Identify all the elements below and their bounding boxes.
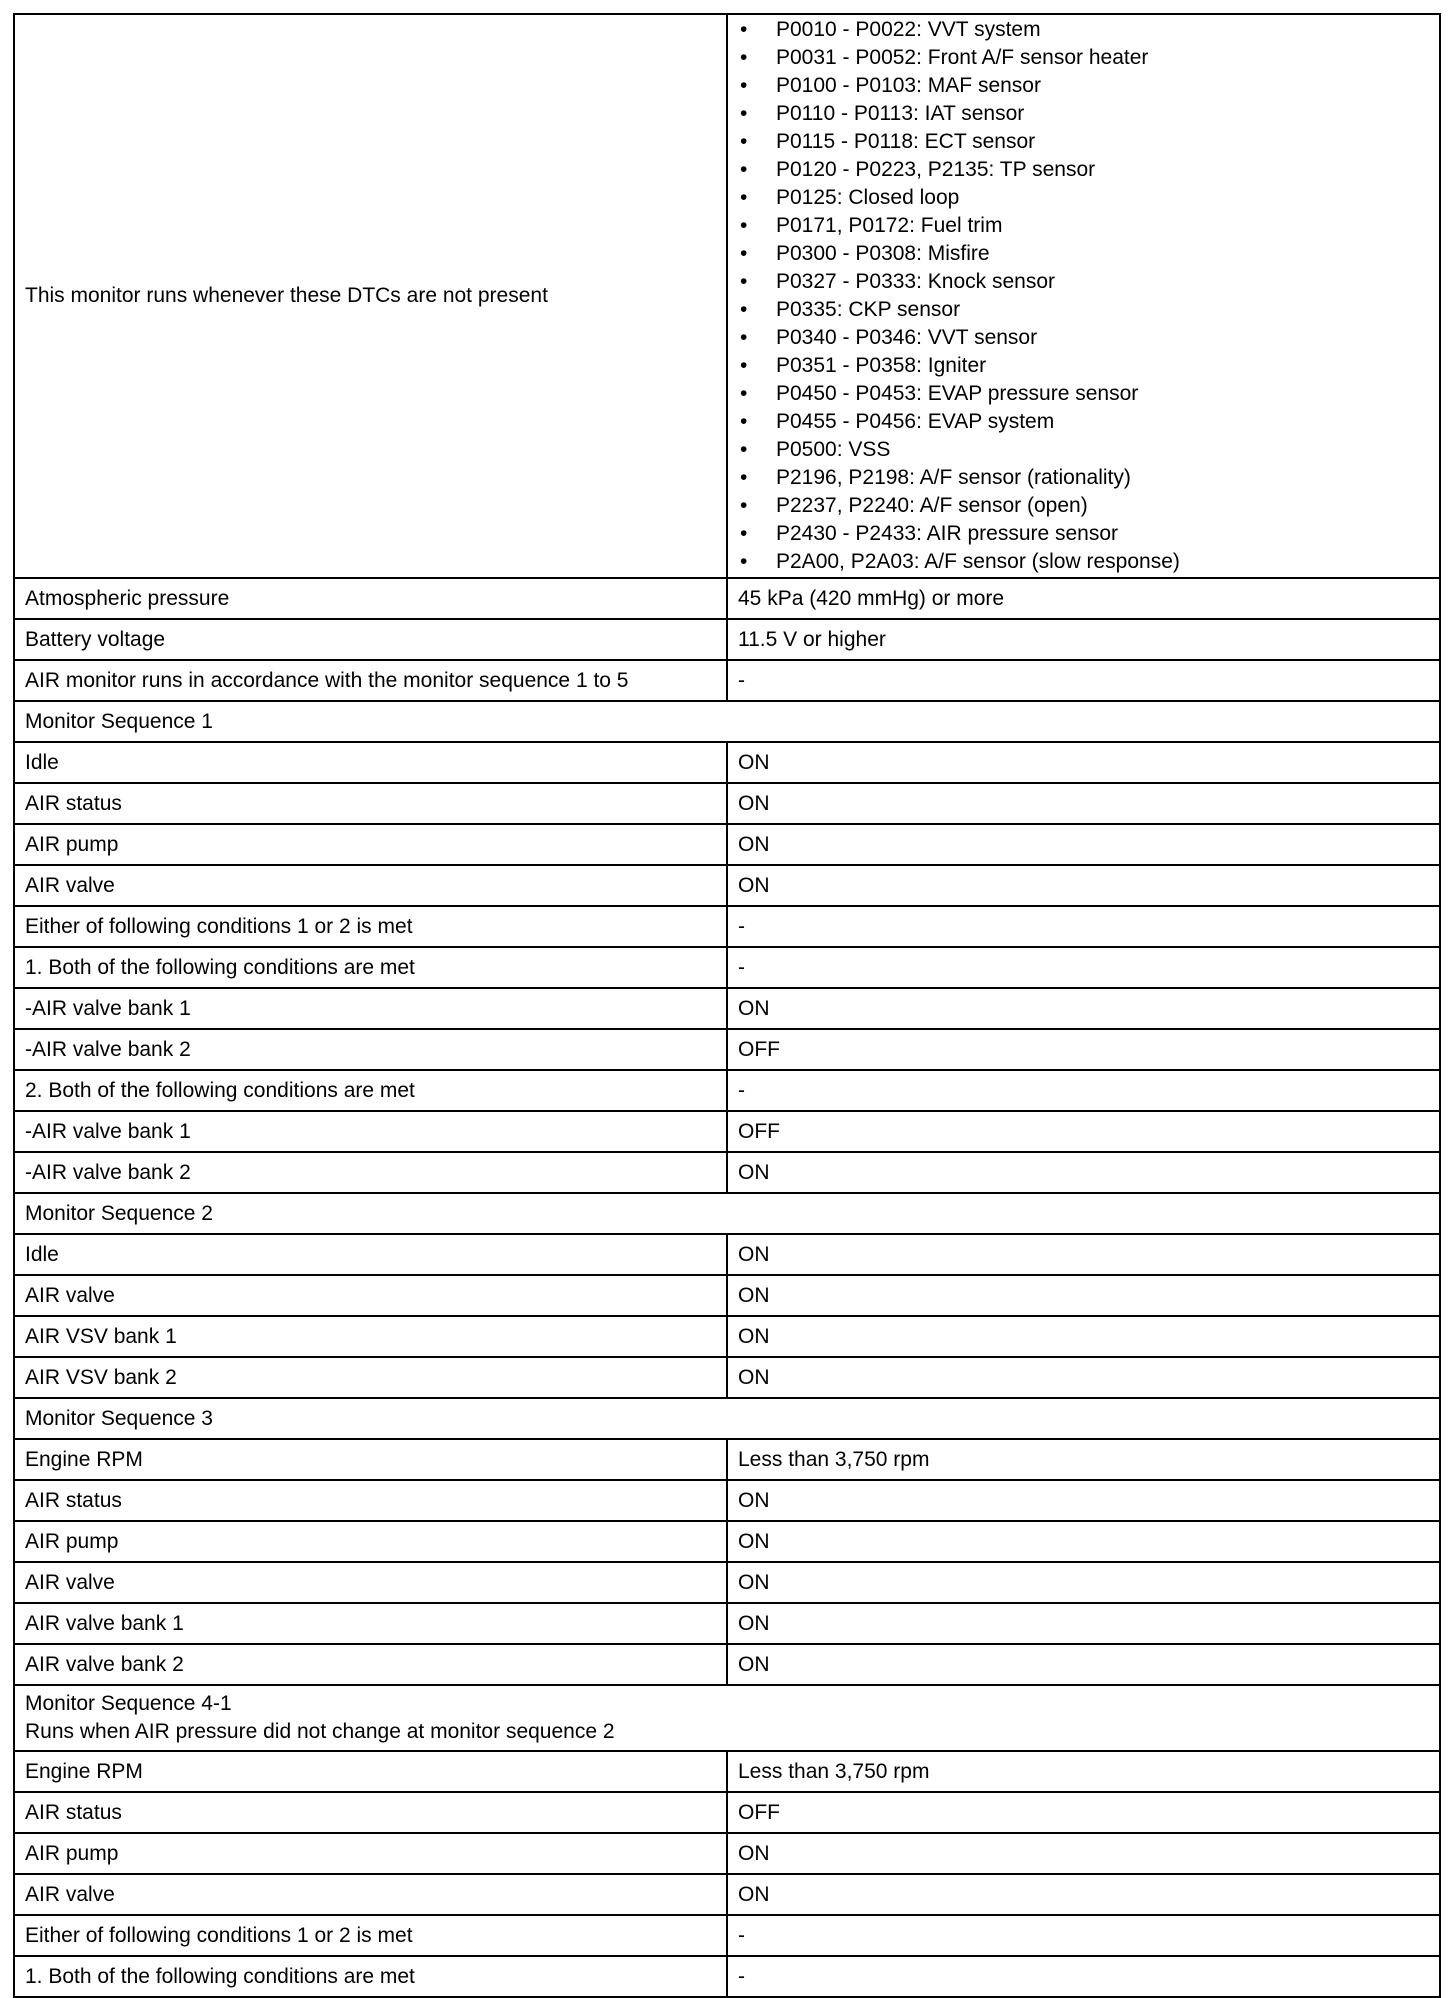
condition-value: ON: [727, 824, 1440, 865]
condition-row: [14, 1234, 1440, 1275]
condition-value: Less than 3,750 rpm: [727, 1439, 1440, 1480]
condition-label: Engine RPM: [14, 1751, 727, 1792]
condition-value: -: [727, 1956, 1440, 1997]
dtc-list-item: [738, 296, 1430, 324]
bullet-icon: •: [740, 270, 748, 293]
bullet-icon: •: [740, 102, 748, 125]
condition-value: ON: [727, 1316, 1440, 1357]
section-header-row: [14, 1398, 1440, 1439]
condition-row: [14, 1562, 1440, 1603]
condition-value: -: [727, 947, 1440, 988]
dtc-list-item: [738, 408, 1430, 436]
condition-value: ON: [727, 865, 1440, 906]
table-body: [14, 14, 1440, 1997]
dtc-text: P2237, P2240: A/F sensor (open): [776, 494, 1088, 517]
dtc-list-item: [738, 128, 1430, 156]
dtc-exclusion-row: [14, 14, 1440, 578]
condition-value: ON: [727, 1521, 1440, 1562]
condition-row: [14, 1833, 1440, 1874]
condition-row: [14, 578, 1440, 619]
condition-value: ON: [727, 1152, 1440, 1193]
condition-value: ON: [727, 1275, 1440, 1316]
condition-row: [14, 1644, 1440, 1685]
condition-row: [14, 619, 1440, 660]
condition-value: -: [727, 906, 1440, 947]
bullet-icon: •: [740, 242, 748, 265]
condition-value: 45 kPa (420 mmHg) or more: [727, 578, 1440, 619]
condition-row: [14, 865, 1440, 906]
dtc-list-item: [738, 268, 1430, 296]
condition-row: [14, 660, 1440, 701]
section-header-line: Runs when AIR pressure did not change at monitor sequence 2: [25, 1720, 615, 1743]
section-header: [14, 1685, 1440, 1751]
condition-label: -AIR valve bank 2: [14, 1029, 727, 1070]
bullet-icon: •: [740, 74, 748, 97]
dtc-list-cell: [727, 14, 1440, 578]
dtc-text: P0171, P0172: Fuel trim: [776, 214, 1003, 237]
condition-label: 2. Both of the following conditions are met: [14, 1070, 727, 1111]
dtc-list-item: [738, 352, 1430, 380]
dtc-exclusion-label: This monitor runs whenever these DTCs are not present: [14, 14, 727, 578]
condition-row: [14, 988, 1440, 1029]
condition-row: [14, 1070, 1440, 1111]
dtc-list-item: [738, 16, 1430, 44]
dtc-text: P0125: Closed loop: [776, 186, 960, 209]
dtc-text: P0110 - P0113: IAT sensor: [776, 102, 1025, 125]
condition-label: AIR valve: [14, 1874, 727, 1915]
condition-row: [14, 1480, 1440, 1521]
dtc-text: P0031 - P0052: Front A/F sensor heater: [776, 46, 1149, 69]
dtc-text: P2430 - P2433: AIR pressure sensor: [776, 522, 1119, 545]
bullet-icon: •: [740, 522, 748, 545]
condition-label: AIR status: [14, 783, 727, 824]
condition-label: AIR valve: [14, 865, 727, 906]
condition-value: ON: [727, 1833, 1440, 1874]
condition-label: AIR status: [14, 1792, 727, 1833]
condition-value: ON: [727, 1480, 1440, 1521]
condition-label: Battery voltage: [14, 619, 727, 660]
dtc-text: P0500: VSS: [776, 438, 891, 461]
condition-label: Atmospheric pressure: [14, 578, 727, 619]
dtc-list-item: [738, 44, 1430, 72]
condition-value: ON: [727, 988, 1440, 1029]
condition-value: -: [727, 1915, 1440, 1956]
bullet-icon: •: [740, 326, 748, 349]
bullet-icon: •: [740, 214, 748, 237]
bullet-icon: •: [740, 130, 748, 153]
condition-row: [14, 1915, 1440, 1956]
dtc-list-item: [738, 464, 1430, 492]
condition-label: AIR valve bank 1: [14, 1603, 727, 1644]
section-header-line: Monitor Sequence 3: [25, 1406, 213, 1430]
section-header-row: [14, 1685, 1440, 1751]
condition-label: AIR VSV bank 1: [14, 1316, 727, 1357]
condition-row: [14, 1275, 1440, 1316]
condition-value: ON: [727, 1644, 1440, 1685]
condition-label: Idle: [14, 742, 727, 783]
bullet-icon: •: [740, 550, 748, 573]
condition-label: AIR status: [14, 1480, 727, 1521]
condition-value: ON: [727, 1357, 1440, 1398]
dtc-text: P0327 - P0333: Knock sensor: [776, 270, 1056, 293]
dtc-text: P0450 - P0453: EVAP pressure sensor: [776, 382, 1139, 405]
dtc-text: P0455 - P0456: EVAP system: [776, 410, 1055, 433]
condition-label: Either of following conditions 1 or 2 is met: [14, 906, 727, 947]
section-header: [14, 1193, 1440, 1234]
bullet-icon: •: [740, 466, 748, 489]
condition-row: [14, 1029, 1440, 1070]
condition-label: AIR valve: [14, 1275, 727, 1316]
condition-value: OFF: [727, 1111, 1440, 1152]
dtc-list: [738, 16, 1430, 576]
condition-value: ON: [727, 1234, 1440, 1275]
section-header: [14, 701, 1440, 742]
dtc-list-item: [738, 240, 1430, 268]
dtc-text: P0115 - P0118: ECT sensor: [776, 130, 1036, 153]
condition-label: AIR pump: [14, 824, 727, 865]
condition-value: Less than 3,750 rpm: [727, 1751, 1440, 1792]
dtc-text: P2A00, P2A03: A/F sensor (slow response): [776, 550, 1180, 573]
condition-label: Engine RPM: [14, 1439, 727, 1480]
dtc-text: P0300 - P0308: Misfire: [776, 242, 990, 265]
bullet-icon: •: [740, 494, 748, 517]
dtc-list-item: [738, 520, 1430, 548]
condition-row: [14, 1603, 1440, 1644]
section-header-row: [14, 1193, 1440, 1234]
condition-label: AIR pump: [14, 1833, 727, 1874]
condition-row: [14, 1152, 1440, 1193]
condition-row: [14, 1874, 1440, 1915]
section-header-line: Monitor Sequence 1: [25, 709, 213, 733]
condition-row: [14, 1521, 1440, 1562]
condition-label: -AIR valve bank 1: [14, 1111, 727, 1152]
bullet-icon: •: [740, 46, 748, 69]
bullet-icon: •: [740, 158, 748, 181]
condition-value: 11.5 V or higher: [727, 619, 1440, 660]
dtc-text: P2196, P2198: A/F sensor (rationality): [776, 466, 1131, 489]
condition-label: AIR valve: [14, 1562, 727, 1603]
dtc-text: P0335: CKP sensor: [776, 298, 961, 321]
dtc-list-item: [738, 548, 1430, 576]
bullet-icon: •: [740, 438, 748, 461]
condition-row: [14, 742, 1440, 783]
bullet-icon: •: [740, 298, 748, 321]
condition-label: 1. Both of the following conditions are met: [14, 1956, 727, 1997]
condition-row: [14, 1751, 1440, 1792]
condition-label: AIR pump: [14, 1521, 727, 1562]
dtc-list-item: [738, 324, 1430, 352]
bullet-icon: •: [740, 354, 748, 377]
dtc-text: P0100 - P0103: MAF sensor: [776, 74, 1041, 97]
condition-value: ON: [727, 1562, 1440, 1603]
condition-label: AIR VSV bank 2: [14, 1357, 727, 1398]
condition-row: [14, 1792, 1440, 1833]
condition-row: [14, 1316, 1440, 1357]
section-header-line: Monitor Sequence 4-1: [25, 1692, 232, 1715]
section-header-row: [14, 701, 1440, 742]
dtc-list-item: [738, 212, 1430, 240]
condition-row: [14, 947, 1440, 988]
condition-value: ON: [727, 1874, 1440, 1915]
condition-row: [14, 1357, 1440, 1398]
condition-row: [14, 1111, 1440, 1152]
condition-value: OFF: [727, 1792, 1440, 1833]
dtc-list-item: [738, 156, 1430, 184]
condition-value: -: [727, 660, 1440, 701]
condition-value: -: [727, 1070, 1440, 1111]
condition-value: ON: [727, 1603, 1440, 1644]
dtc-list-item: [738, 436, 1430, 464]
dtc-list-item: [738, 100, 1430, 128]
dtc-list-item: [738, 492, 1430, 520]
condition-row: [14, 906, 1440, 947]
condition-row: [14, 1956, 1440, 1997]
condition-row: [14, 824, 1440, 865]
dtc-text: P0120 - P0223, P2135: TP sensor: [776, 158, 1096, 181]
section-header-line: Monitor Sequence 2: [25, 1201, 213, 1225]
condition-label: AIR valve bank 2: [14, 1644, 727, 1685]
bullet-icon: •: [740, 410, 748, 433]
condition-row: [14, 783, 1440, 824]
monitor-conditions-table: [13, 13, 1441, 1998]
condition-value: ON: [727, 783, 1440, 824]
condition-value: OFF: [727, 1029, 1440, 1070]
condition-label: 1. Both of the following conditions are met: [14, 947, 727, 988]
section-header: [14, 1398, 1440, 1439]
condition-label: Either of following conditions 1 or 2 is met: [14, 1915, 727, 1956]
dtc-text: P0340 - P0346: VVT sensor: [776, 326, 1038, 349]
bullet-icon: •: [740, 382, 748, 405]
dtc-text: P0010 - P0022: VVT system: [776, 18, 1041, 41]
condition-value: ON: [727, 742, 1440, 783]
bullet-icon: •: [740, 186, 748, 209]
dtc-text: P0351 - P0358: Igniter: [776, 354, 987, 377]
condition-label: AIR monitor runs in accordance with the monitor sequence 1 to 5: [14, 660, 727, 701]
condition-label: -AIR valve bank 2: [14, 1152, 727, 1193]
condition-label: Idle: [14, 1234, 727, 1275]
dtc-list-item: [738, 184, 1430, 212]
condition-row: [14, 1439, 1440, 1480]
dtc-list-item: [738, 380, 1430, 408]
condition-label: -AIR valve bank 1: [14, 988, 727, 1029]
dtc-list-item: [738, 72, 1430, 100]
bullet-icon: •: [740, 18, 748, 41]
